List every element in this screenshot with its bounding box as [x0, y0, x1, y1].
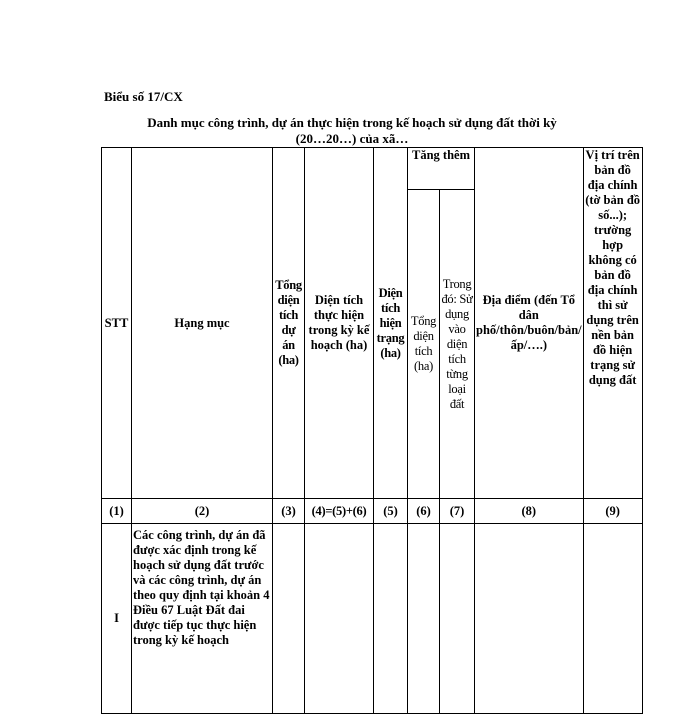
- title-line-2: (20…20…) của xã…: [295, 131, 409, 146]
- header-tong-dien-tich: Tổng diện tích (ha): [408, 190, 440, 499]
- header-dien-tich-hien-trang: Diện tích hiện trạng (ha): [374, 148, 408, 499]
- column-number: (4)=(5)+(6): [305, 499, 374, 524]
- header-dia-diem: Địa điểm (đến Tổ dân phố/thôn/buôn/bản/ấp/….): [475, 148, 584, 499]
- column-number: (7): [440, 499, 475, 524]
- column-number: (2): [132, 499, 273, 524]
- column-number: (1): [102, 499, 132, 524]
- empty-cell: [305, 524, 374, 714]
- table-row: [102, 524, 643, 714]
- header-tong-dien-tich-du-an: Tổng diện tích dự án (ha): [273, 148, 305, 499]
- empty-cell: [374, 524, 408, 714]
- form-number: Biểu số 17/CX: [104, 89, 183, 104]
- header-tang-them: Tăng thêm: [408, 148, 475, 190]
- document-title: [104, 115, 600, 147]
- empty-cell: [273, 524, 305, 714]
- empty-cell: [583, 524, 642, 714]
- column-number-row: [102, 499, 643, 524]
- title-line-1: Danh mục công trình, dự án thực hiện trong kế hoạch sử dụng đất thời kỳ: [147, 115, 557, 130]
- header-vi-tri: Vị trí trên bản đồ địa chính (tờ bản đồ số...); trường hợp không có bản đồ địa chính thì sử dụng trên nền bản đồ hiện trạng sử dụng đất: [583, 148, 642, 499]
- project-table: [101, 147, 643, 714]
- column-number: (9): [583, 499, 642, 524]
- header-hang-muc: Hạng mục: [132, 148, 273, 499]
- empty-cell: [475, 524, 584, 714]
- row-hang-muc: Các công trình, dự án đã được xác định trong kế hoạch sử dụng đất trước và các công trình, dự án theo quy định tại khoản 4 Điều 67 Luật Đất đai được tiếp tục thực hiện trong kỳ kế hoạch: [132, 524, 273, 714]
- empty-cell: [440, 524, 475, 714]
- column-number: (3): [273, 499, 305, 524]
- empty-cell: [408, 524, 440, 714]
- column-number: (6): [408, 499, 440, 524]
- header-dien-tich-thuc-hien: Diện tích thực hiện trong kỳ kế hoạch (ha): [305, 148, 374, 499]
- column-number: (5): [374, 499, 408, 524]
- header-trong-do: Trong đó: Sử dụng vào diện tích từng loại đất: [440, 190, 475, 499]
- header-stt: STT: [102, 148, 132, 499]
- row-stt: I: [102, 524, 132, 714]
- column-number: (8): [475, 499, 584, 524]
